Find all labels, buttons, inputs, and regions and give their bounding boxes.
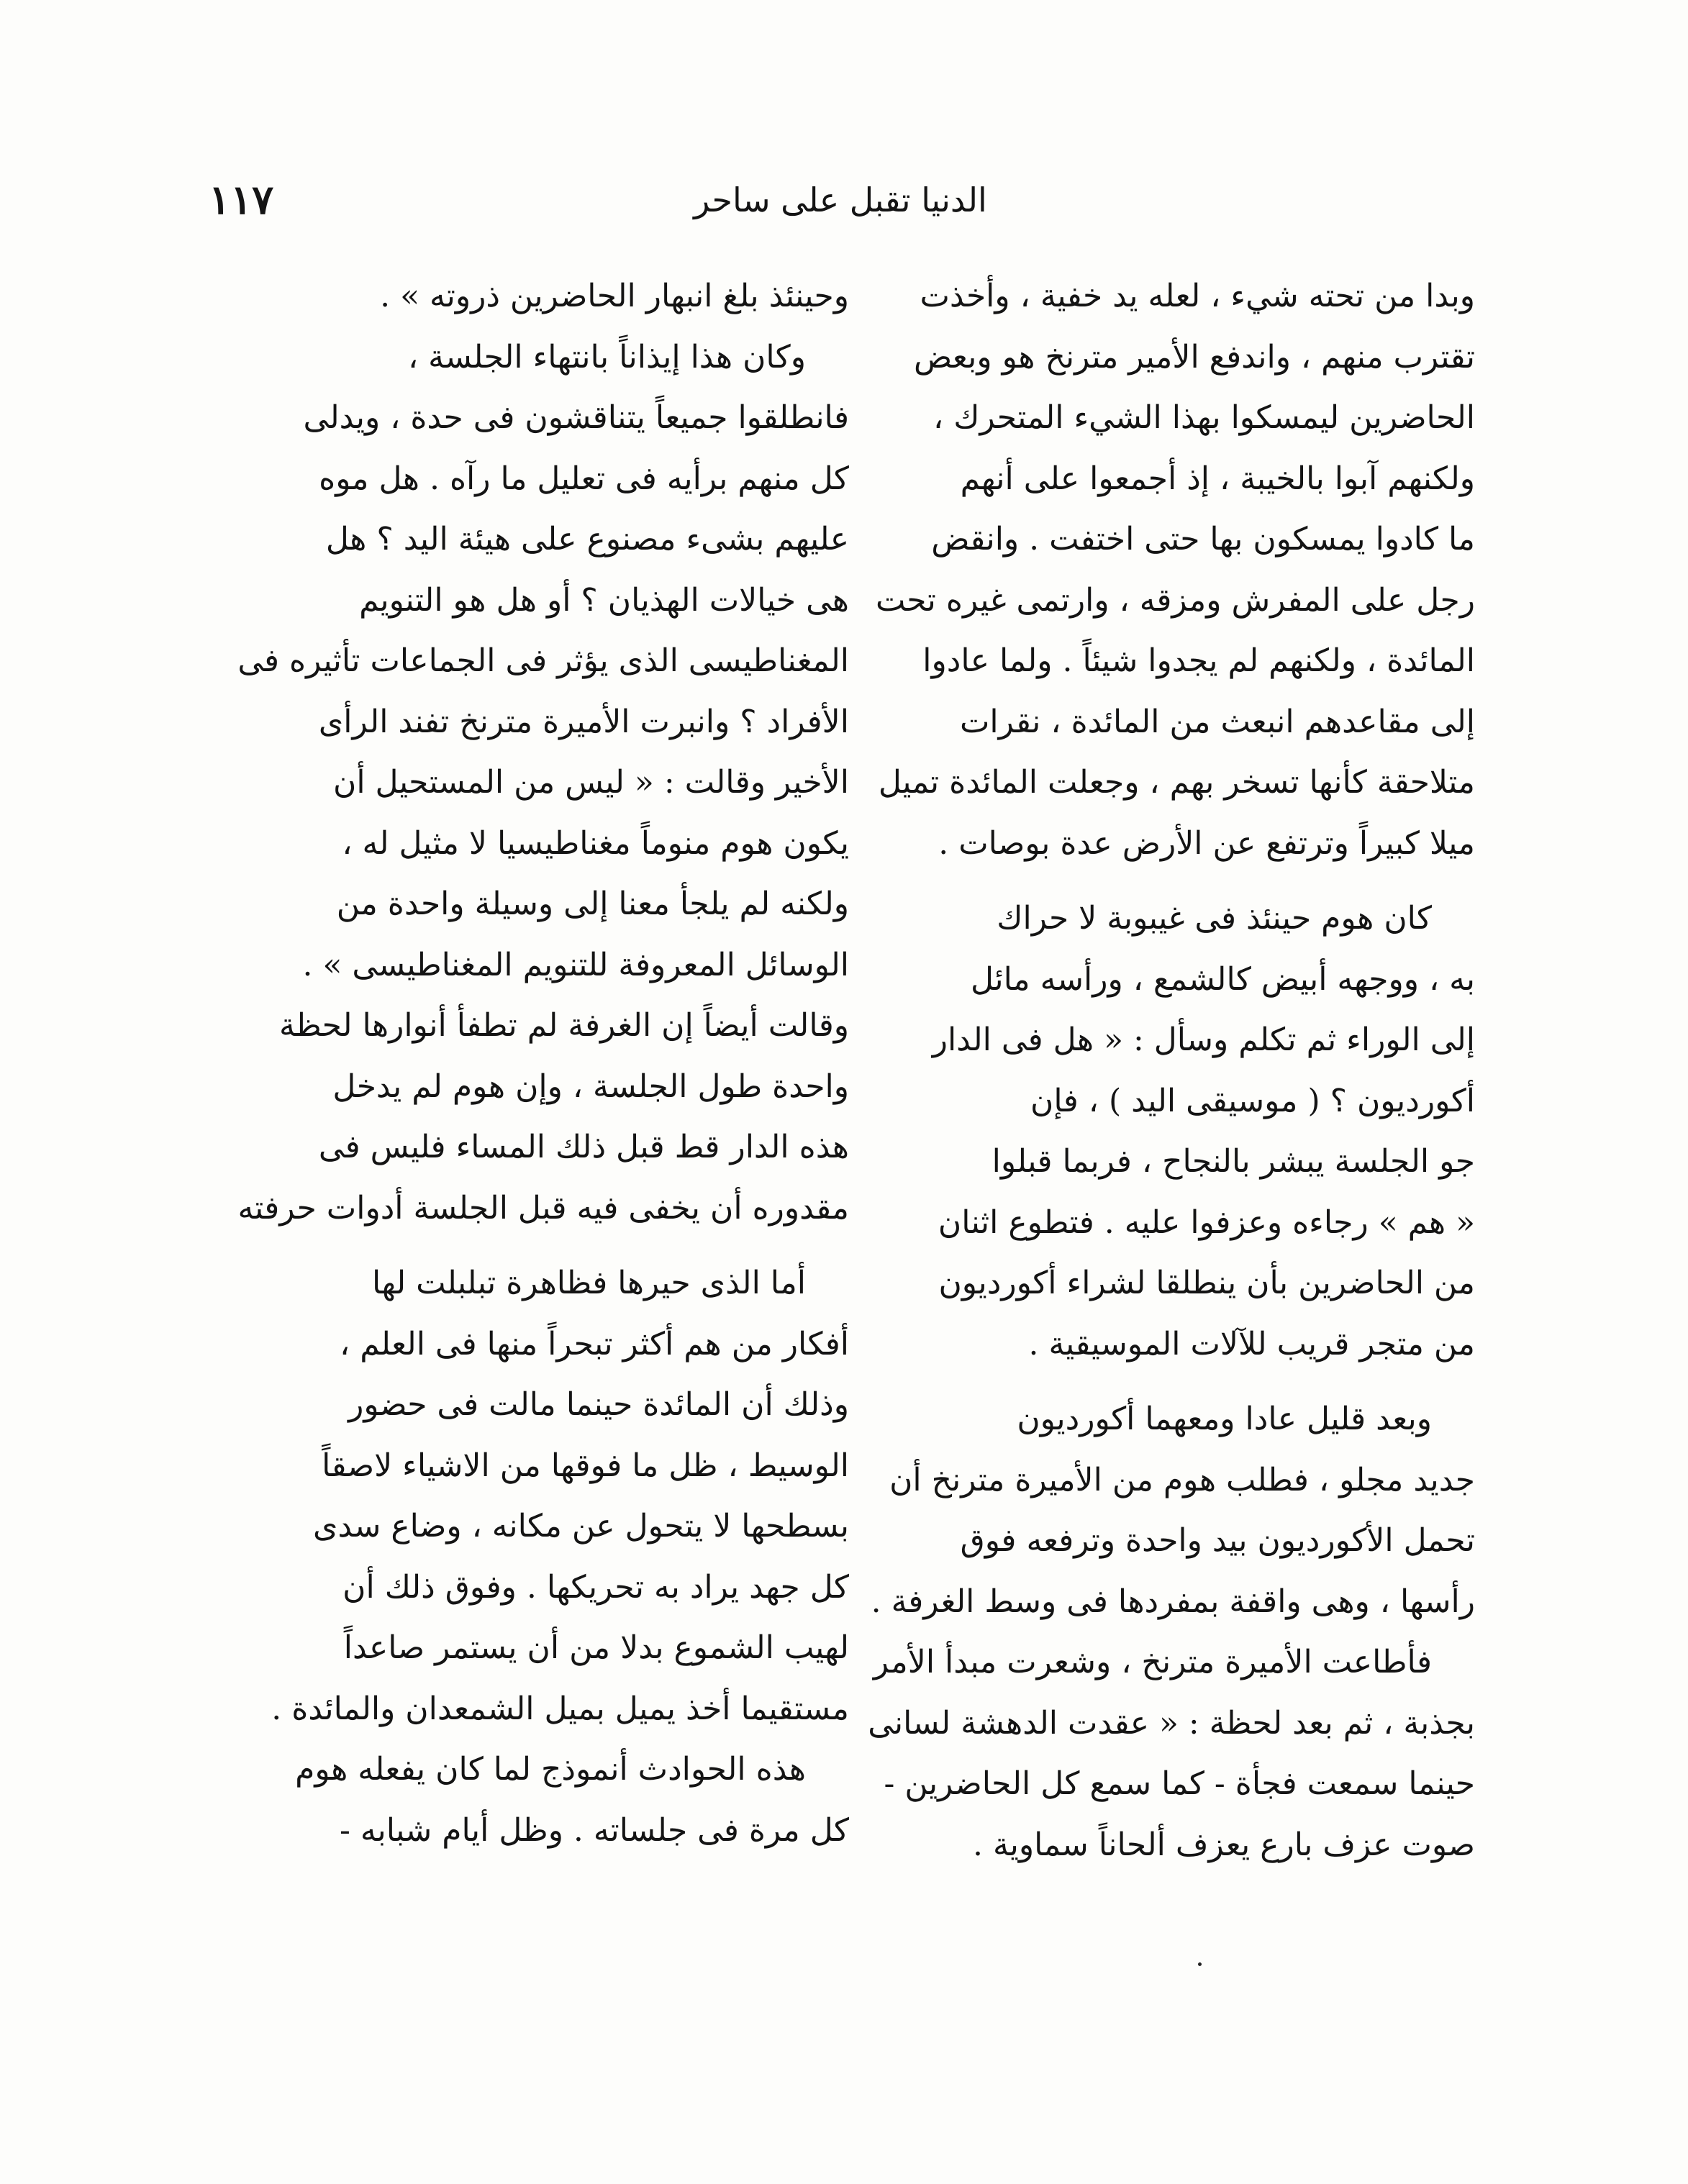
- text-line: هى خيالات الهذيان ؟ أو هل هو التنويم: [359, 581, 849, 619]
- text-line: مقدوره أن يخفى فيه قبل الجلسة أدوات حرفته: [237, 1189, 849, 1227]
- text-line: أكورديون ؟ ( موسيقى اليد ) ، فإن: [1030, 1082, 1475, 1119]
- text-line: ولكنهم آبوا بالخيبة ، إذ أجمعوا على أنهم: [960, 460, 1475, 497]
- text-line: « هم » رجاءه وعزفوا عليه . فتطوع اثنان: [938, 1204, 1475, 1241]
- text-line: الوسيط ، ظل ما فوقها من الاشياء لاصقاً: [322, 1447, 849, 1484]
- text-line: من الحاضرين بأن ينطلقا لشراء أكورديون: [938, 1265, 1475, 1301]
- text-line: الوسائل المعروفة للتنويم المغناطيسى » .: [302, 946, 849, 983]
- text-line: تحمل الأكورديون بيد واحدة وترفعه فوق: [960, 1522, 1475, 1559]
- text-line: لهيب الشموع بدلا من أن يستمر صاعداً: [343, 1629, 849, 1666]
- text-line: تقترب منهم ، واندفع الأمير مترنخ هو وبعض: [913, 338, 1475, 376]
- text-line: يكون هوم منوماً مغناطيسيا لا مثيل له ،: [342, 824, 849, 862]
- text-line: ما كادوا يمسكون بها حتى اختفت . وانقض: [931, 521, 1475, 558]
- text-line: ولكنه لم يلجأ معنا إلى وسيلة واحدة من: [336, 886, 849, 922]
- text-line: هذه الدار قط قبل ذلك المساء فليس فى: [318, 1129, 849, 1165]
- text-line: الحاضرين ليمسكوا بهذا الشيء المتحرك ،: [933, 399, 1475, 436]
- text-line: كان هوم حينئذ فى غيبوبة لا حراك: [997, 900, 1432, 937]
- text-line: المغناطيسى الذى يؤثر فى الجماعات تأثيره فى: [237, 642, 849, 679]
- running-title: الدنيا تقبل على ساحر: [694, 181, 987, 219]
- text-line: رأسها ، وهى واقفة بمفردها فى وسط الغرفة .: [871, 1583, 1475, 1620]
- text-line: كل مرة فى جلساته . وظل أيام شبابه -: [340, 1811, 849, 1849]
- text-line: متلاحقة كأنها تسخر بهم ، وجعلت المائدة تميل: [878, 764, 1475, 801]
- text-column-right: [842, 266, 1475, 1875]
- text-line: المائدة ، ولكنهم لم يجدوا شيئاً . ولما عادوا: [922, 642, 1475, 679]
- text-line: أما الذى حيرها فظاهرة تبلبلت لها: [372, 1265, 806, 1301]
- text-line: مستقيما أخذ يميل بميل الشمعدان والمائدة .: [271, 1690, 849, 1727]
- text-line: فأطاعت الأميرة مترنخ ، وشعرت مبدأ الأمر: [873, 1644, 1432, 1680]
- text-line: صوت عزف بارع يعزف ألحاناً سماوية .: [973, 1826, 1475, 1863]
- page-number: ١١٧: [209, 176, 274, 224]
- paragraph-gap: [842, 1375, 1475, 1389]
- text-line: جديد مجلو ، فطلب هوم من الأميرة مترنخ أن: [889, 1461, 1475, 1498]
- text-line: جو الجلسة يبشر بالنجاح ، فربما قبلوا: [992, 1143, 1475, 1180]
- print-speck: [1198, 1962, 1202, 1966]
- text-line: وذلك أن المائدة حينما مالت فى حضور: [348, 1386, 849, 1423]
- text-line: رجل على المفرش ومزقه ، وارتمى غيره تحت: [876, 581, 1475, 619]
- text-line: الأخير وقالت : « ليس من المستحيل أن: [333, 764, 849, 801]
- text-column-left: [216, 266, 849, 1861]
- text-line: من متجر قريب للآلات الموسيقية .: [1028, 1325, 1475, 1362]
- text-line: عليهم بشىء مصنوع على هيئة اليد ؟ هل: [325, 521, 849, 558]
- text-line: به ، ووجهه أبيض كالشمع ، ورأسه مائل: [971, 960, 1475, 998]
- text-line: الأفراد ؟ وانبرت الأميرة مترنخ تفند الرأى: [318, 703, 849, 740]
- paragraph-gap: [842, 874, 1475, 888]
- text-line: وحينئذ بلغ انبهار الحاضرين ذروته » .: [380, 278, 849, 314]
- text-line: ميلا كبيراً وترتفع عن الأرض عدة بوصات .: [938, 824, 1475, 862]
- text-line: كل منهم برأيه فى تعليل ما رآه . هل موه: [319, 460, 849, 497]
- text-line: وبعد قليل عادا ومعهما أكورديون: [1017, 1401, 1432, 1437]
- text-line: بجذبة ، ثم بعد لحظة : « عقدت الدهشة لسانى: [868, 1704, 1475, 1742]
- text-line: وبدا من تحته شيء ، لعله يد خفية ، وأخذت: [920, 278, 1475, 314]
- text-line: أفكار من هم أكثر تبحراً منها فى العلم ،: [340, 1325, 849, 1362]
- text-line: وكان هذا إيذاناً بانتهاء الجلسة ،: [407, 338, 806, 376]
- text-line: واحدة طول الجلسة ، وإن هوم لم يدخل: [332, 1068, 849, 1105]
- text-line: حينما سمعت فجأة - كما سمع كل الحاضرين -: [884, 1765, 1475, 1802]
- text-line: هذه الحوادث أنموذج لما كان يفعله هوم: [295, 1751, 806, 1788]
- text-line: وقالت أيضاً إن الغرفة لم تطفأ أنوارها لحظة: [279, 1007, 849, 1044]
- text-line: إلى مقاعدهم انبعث من المائدة ، نقرات: [959, 703, 1475, 740]
- text-line: إلى الوراء ثم تكلم وسأل : « هل فى الدار: [932, 1022, 1475, 1058]
- text-line: كل جهد يراد به تحريكها . وفوق ذلك أن: [342, 1568, 849, 1606]
- paragraph-gap: [216, 1239, 849, 1253]
- text-line: فانطلقوا جميعاً يتناقشون فى حدة ، ويدلى: [303, 399, 849, 436]
- text-line: بسطحها لا يتحول عن مكانه ، وضاع سدى: [312, 1508, 849, 1544]
- page-header: [209, 171, 1472, 229]
